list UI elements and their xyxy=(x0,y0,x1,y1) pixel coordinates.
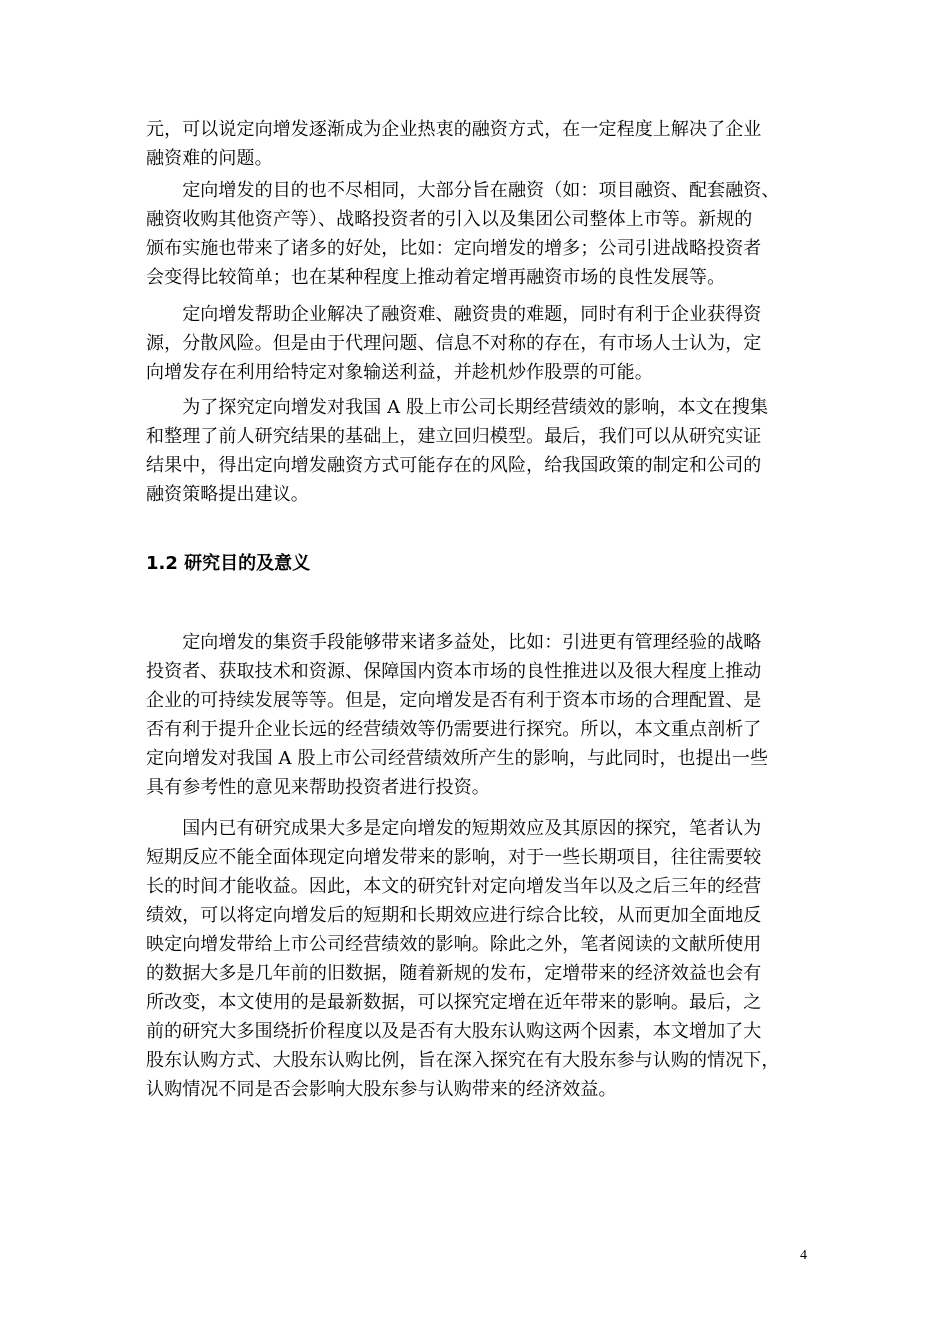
text-line: 融资难的问题。 xyxy=(146,148,273,169)
text-line: 会变得比较简单；也在某种程度上推动着定增再融资市场的良性发展等。 xyxy=(146,267,726,288)
paragraph-5 xyxy=(146,628,806,802)
section-heading: 1.2 研究目的及意义 xyxy=(146,553,311,574)
text-line: 股东认购方式、大股东认购比例，旨在深入探究在有大股东参与认购的情况下， xyxy=(146,1050,780,1071)
text-line: 认购情况不同是否会影响大股东参与认购带来的经济效益。 xyxy=(146,1079,617,1100)
text-line: 映定向增发带给上市公司经营绩效的影响。除此之外，笔者阅读的文献所使用 xyxy=(146,934,762,955)
text-line: 短期反应不能全面体现定向增发带来的影响，对于一些长期项目，往往需要较 xyxy=(146,847,762,868)
text-line: 具有参考性的意见来帮助投资者进行投资。 xyxy=(146,777,490,798)
text-line: 绩效，可以将定向增发后的短期和长期效应进行综合比较，从而更加全面地反 xyxy=(146,905,762,926)
text-line: 长的时间才能收益。因此，本文的研究针对定向增发当年以及之后三年的经营 xyxy=(146,876,762,897)
text-line: 定向增发的目的也不尽相同，大部分旨在融资（如：项目融资、配套融资、 xyxy=(146,180,780,201)
text-line: 定向增发帮助企业解决了融资难、融资贵的难题，同时有利于企业获得资 xyxy=(146,304,762,325)
text-line: 国内已有研究成果大多是定向增发的短期效应及其原因的探究，笔者认为 xyxy=(146,818,762,839)
text-line: 融资收购其他资产等）、战略投资者的引入以及集团公司整体上市等。新规的 xyxy=(146,209,753,230)
paragraph-6 xyxy=(146,814,806,1104)
text-line: 元，可以说定向增发逐渐成为企业热衷的融资方式，在一定程度上解决了企业 xyxy=(146,119,762,140)
text-line: 颁布实施也带来了诸多的好处，比如：定向增发的增多；公司引进战略投资者 xyxy=(146,238,762,259)
paragraph-4 xyxy=(146,393,806,509)
paragraph-1 xyxy=(146,115,806,173)
text-line: 结果中，得出定向增发融资方式可能存在的风险，给我国政策的制定和公司的 xyxy=(146,455,762,476)
text-line: 为了探究定向增发对我国 A 股上市公司长期经营绩效的影响，本文在搜集 xyxy=(146,397,769,418)
text-line: 定向增发对我国 A 股上市公司经营绩效所产生的影响，与此同时，也提出一些 xyxy=(146,748,769,769)
text-line: 和整理了前人研究结果的基础上，建立回归模型。最后，我们可以从研究实证 xyxy=(146,426,762,447)
text-line: 向增发存在利用给特定对象输送利益，并趁机炒作股票的可能。 xyxy=(146,362,653,383)
paragraph-2 xyxy=(146,176,806,292)
text-line: 源，分散风险。但是由于代理问题、信息不对称的存在，有市场人士认为，定 xyxy=(146,333,762,354)
text-line: 的数据大多是几年前的旧数据，随着新规的发布，定增带来的经济效益也会有 xyxy=(146,963,762,984)
text-line: 定向增发的集资手段能够带来诸多益处，比如：引进更有管理经验的战略 xyxy=(146,632,762,653)
text-line: 否有利于提升企业长远的经营绩效等仍需要进行探究。所以，本文重点剖析了 xyxy=(146,719,762,740)
text-line: 所改变，本文使用的是最新数据，可以探究定增在近年带来的影响。最后，之 xyxy=(146,992,762,1013)
text-line: 融资策略提出建议。 xyxy=(146,484,309,505)
paragraph-3 xyxy=(146,300,806,387)
text-line: 企业的可持续发展等等。但是，定向增发是否有利于资本市场的合理配置、是 xyxy=(146,690,762,711)
text-line: 前的研究大多围绕折价程度以及是否有大股东认购这两个因素，本文增加了大 xyxy=(146,1021,762,1042)
page-number: 4 xyxy=(800,1248,807,1263)
text-line: 投资者、获取技术和资源、保障国内资本市场的良性推进以及很大程度上推动 xyxy=(146,661,762,682)
